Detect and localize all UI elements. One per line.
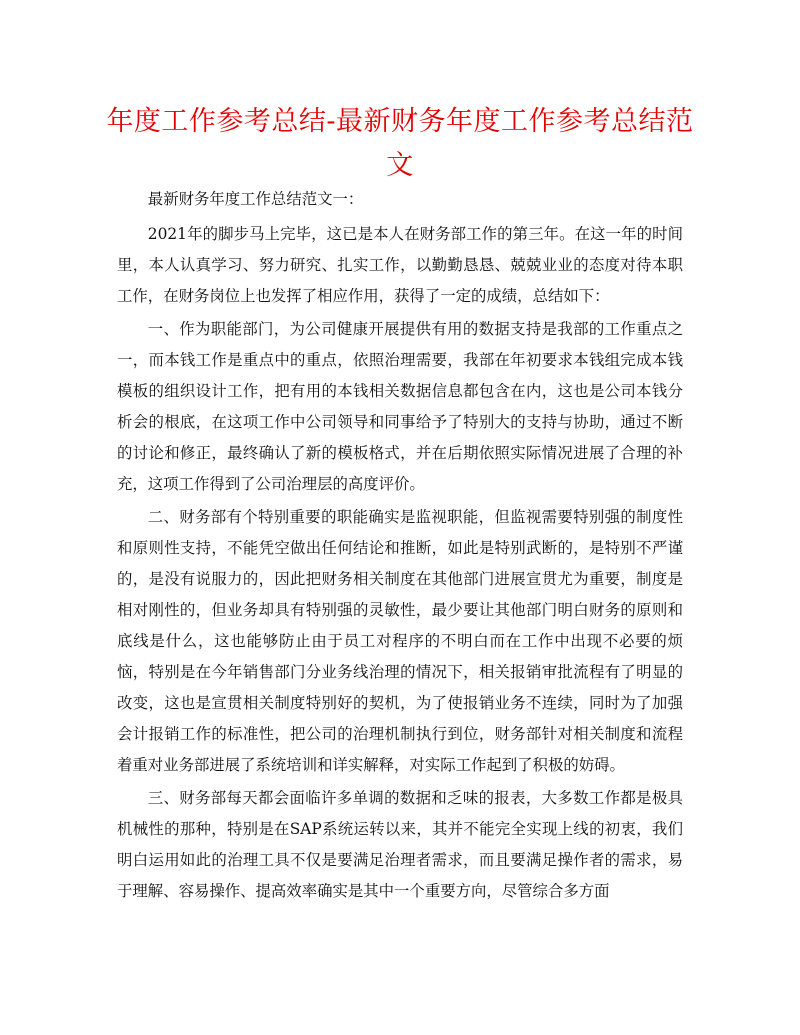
- paragraph-section-3: 三、财务部每天都会面临许多单调的数据和乏味的报表，大多数工作都是极具机械性的那种，特别是在SAP系统运转以来，其并不能完全实现上线的初衷，我们明白运用如此的治理工具不仅是要满足治理者需求，而且要满足操作者的需求，易于理解、容易操作、提高效率确实是其中一个重要方向，尽管综合多方面: [117, 789, 683, 900]
- document-body: [117, 184, 683, 909]
- paragraph-section-1: 一、作为职能部门，为公司健康开展提供有用的数据支持是我部的工作重点之一，而本钱工作是重点中的重点，依照治理需要，我部在年初要求本钱组完成本钱模板的组织设计工作，把有用的本钱相关数据信息都包含在内，这也是公司本钱分析会的根底，在这项工作中公司领导和同事给予了特别大的支持与协助，通过不断的讨论和修正，最终确认了新的模板格式，并在后期依照实际情况进展了合理的补充，这项工作得到了公司治理层的高度评价。: [117, 320, 683, 493]
- document-title: 年度工作参考总结-最新财务年度工作参考总结范文: [106, 106, 694, 181]
- paragraph-section-2: 二、财务部有个特别重要的职能确实是监视职能，但监视需要特别强的制度性和原则性支持，不能凭空做出任何结论和推断，如此是特别武断的，是特别不严谨的，是没有说服力的，因此把财务相关制度在其他部门进展宣贯尤为重要，制度是相对刚性的，但业务却具有特别强的灵敏性，最少要让其他部门明白财务的原则和底线是什么，这也能够防止由于员工对程序的不明白而在工作中出现不必要的烦恼，特别是在今年销售部门分业务线治理的情况下，相关报销审批流程有了明显的改变，这也是宣贯相关制度特别好的契机，为了使报销业务不连续，同时为了加强会计报销工作的标准性，把公司的治理机制执行到位，财务部针对相关制度和流程着重对业务部进展了系统培训和详实解释，对实际工作起到了积极的妨碍。: [117, 508, 683, 774]
- subheading: 最新财务年度工作总结范文一：: [147, 190, 364, 208]
- paragraph-intro: 2021年的脚步马上完毕，这已是本人在财务部工作的第三年。在这一年的时间里，本人认真学习、努力研究、扎实工作，以勤勤恳恳、兢兢业业的态度对待本职工作，在财务岗位上也发挥了相应作用，获得了一定的成绩，总结如下：: [117, 225, 683, 305]
